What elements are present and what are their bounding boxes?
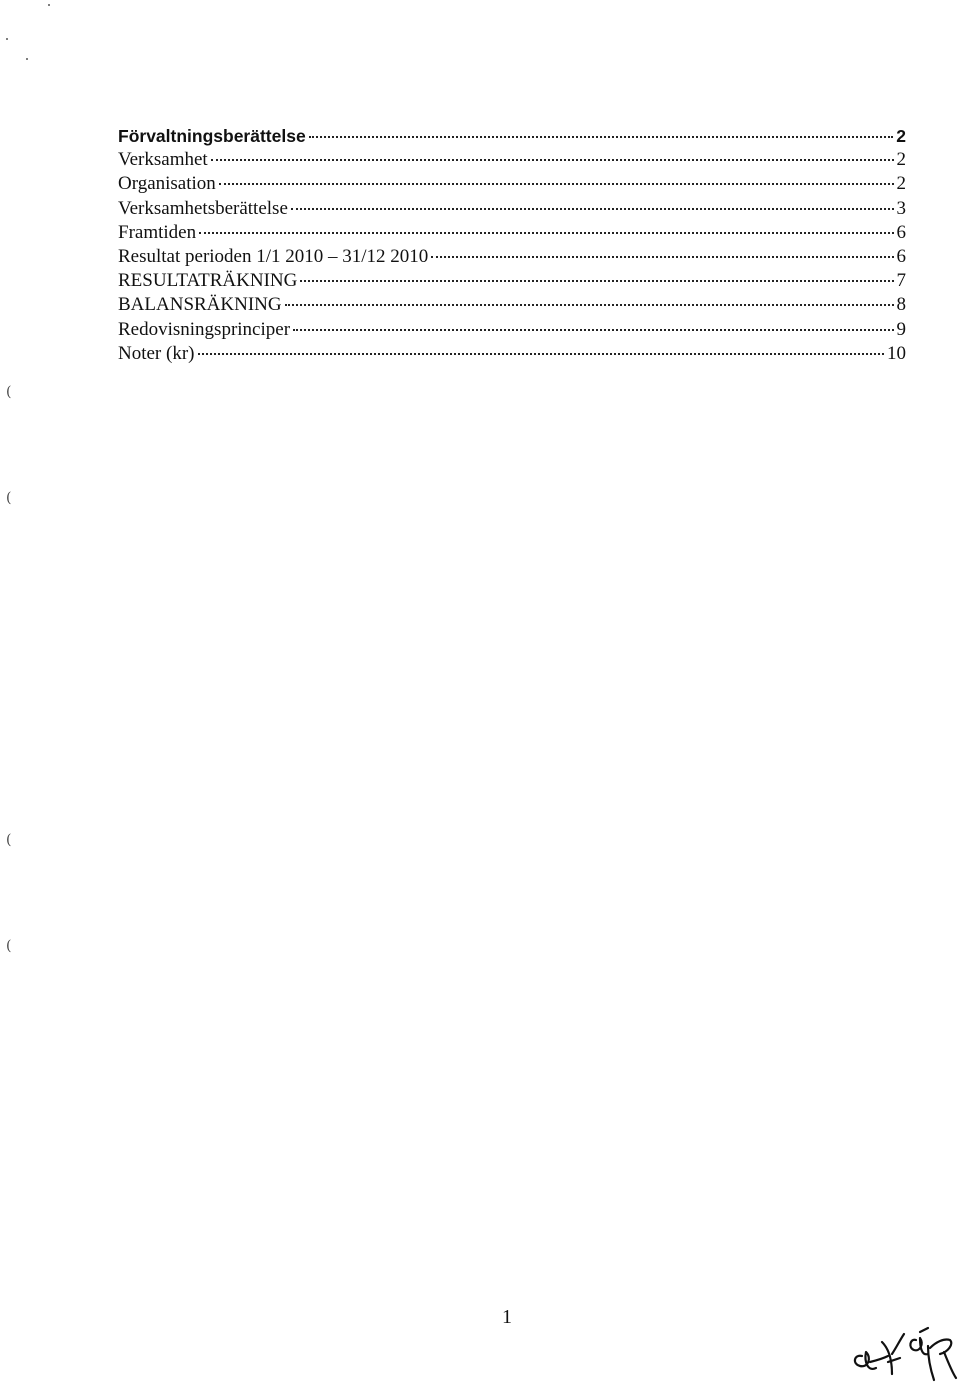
toc-dot-leader [431,256,893,258]
toc-entry[interactable] [118,342,906,366]
toc-entry-page: 6 [896,221,906,243]
toc-entry[interactable] [118,124,906,148]
margin-mark: ( [6,490,12,506]
toc-entry-page: 2 [896,149,906,171]
toc-entry-label: BALANSRÄKNING [118,294,282,316]
toc-entry-label: Verksamhetsberättelse [118,197,288,219]
toc-dot-leader [285,304,894,306]
toc-entry[interactable] [118,221,906,245]
table-of-contents [118,124,906,366]
toc-entry-label: RESULTATRÄKNING [118,270,298,292]
toc-dot-leader [198,353,885,355]
toc-dot-leader [309,136,894,138]
toc-entry-page: 6 [896,245,906,267]
scan-speck [48,4,50,6]
toc-entry[interactable] [118,197,906,221]
toc-entry-page: 9 [896,318,906,340]
toc-entry-label: Resultat perioden 1/1 2010 – 31/12 2010 [118,245,429,267]
toc-dot-leader [199,232,893,234]
toc-dot-leader [211,159,894,161]
page-number: 1 [502,1306,512,1328]
toc-entry-label: Verksamhet [118,149,208,171]
toc-entry[interactable] [118,293,906,317]
toc-entry-page: 2 [896,173,906,195]
margin-mark: ( [6,832,12,848]
toc-entry-label: Förvaltningsberättelse [118,126,306,146]
toc-entry-page: 8 [896,294,906,316]
toc-entry-label: Redovisningsprinciper [118,318,291,340]
toc-dot-leader [300,280,893,282]
toc-entry[interactable] [118,269,906,293]
toc-entry[interactable] [118,148,906,172]
signature-initials-icon [848,1318,960,1384]
scan-speck [26,58,28,60]
toc-entry-label: Framtiden [118,221,197,243]
toc-entry[interactable] [118,245,906,269]
toc-entry-page: 3 [896,197,906,219]
toc-entry-page: 7 [896,270,906,292]
toc-entry[interactable] [118,318,906,342]
toc-entry-page: 10 [887,342,906,364]
toc-dot-leader [293,329,893,331]
toc-dot-leader [291,208,894,210]
toc-entry-label: Organisation [118,173,216,195]
scan-speck [6,38,8,40]
margin-mark: ( [6,938,12,954]
toc-entry[interactable] [118,172,906,196]
margin-mark: ( [6,384,12,400]
toc-entry-label: Noter (kr) [118,342,195,364]
toc-entry-page: 2 [896,126,906,146]
toc-dot-leader [219,183,894,185]
